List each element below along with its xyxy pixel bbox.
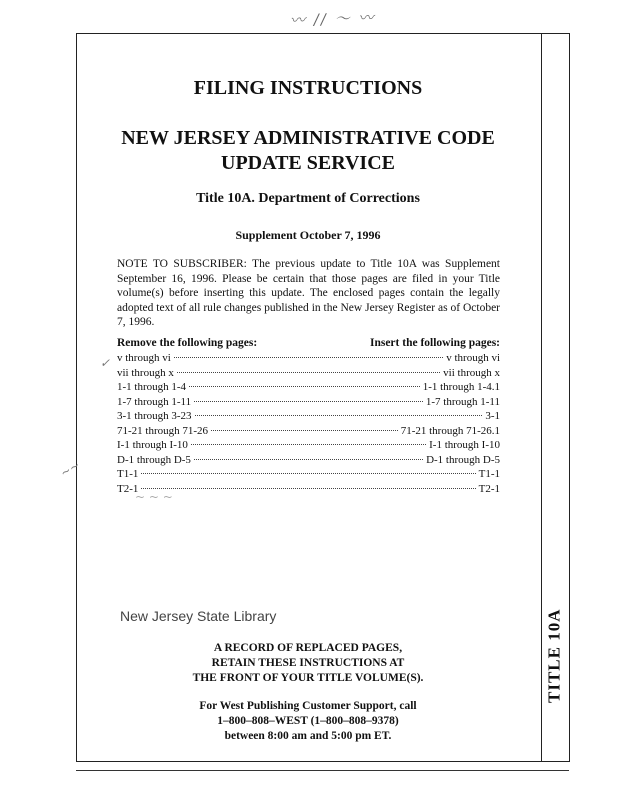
list-item [117, 424, 500, 439]
insert-pages: vii through x [443, 366, 500, 379]
page-list [117, 351, 500, 496]
insert-pages: 3-1 [485, 410, 500, 422]
list-item [117, 467, 500, 482]
subscriber-note: NOTE TO SUBSCRIBER: The previous update to Title 10A was Supplement September 16, 1996. Please be certain that those pages are filed in your Title volume(s) before inserting this update. The enclosed pages contain the legally adopted text of all rule changes published in the New Jersey Register as of October 7, 1996. [117, 258, 500, 328]
insert-header: Insert the following pages: [369, 337, 500, 349]
list-item [117, 351, 500, 366]
support-hours: between 8:00 am and 5:00 pm ET. [224, 730, 392, 742]
record-line2: RETAIN THESE INSTRUCTIONS AT [211, 657, 405, 669]
remove-pages: 3-1 through 3-23 [117, 410, 192, 422]
remove-pages: I-1 through I-10 [117, 439, 188, 451]
list-item [117, 453, 500, 468]
remove-pages: 71-21 through 71-26 [117, 424, 209, 437]
support-phone: 1–800–808–WEST (1–800–808–9378) [217, 715, 399, 727]
insert-pages: D-1 through D-5 [426, 453, 500, 466]
record-notice [76, 641, 540, 686]
record-line1: A RECORD OF REPLACED PAGES, [213, 642, 403, 654]
insert-pages: 71-21 through 71-26.1 [400, 424, 500, 437]
remove-pages: vii through x [117, 366, 174, 379]
remove-pages: T1-1 [117, 468, 139, 480]
page-title: FILING INSTRUCTIONS [193, 77, 423, 99]
spine-label: TITLE 10A [544, 608, 564, 704]
handwritten-scribble: ~ ~ ~ [135, 490, 173, 504]
bottom-rule [76, 770, 569, 771]
remove-pages: D-1 through D-5 [117, 453, 191, 466]
list-item [117, 366, 500, 381]
insert-pages: T2-1 [478, 482, 500, 495]
list-item [117, 409, 500, 424]
list-item [117, 482, 500, 497]
list-item [117, 438, 500, 453]
list-item [117, 380, 500, 395]
record-line3: THE FRONT OF YOUR TITLE VOLUME(S). [192, 672, 424, 684]
check-mark-icon: ✓ [100, 356, 111, 370]
support-line1: For West Publishing Customer Support, call [199, 700, 417, 712]
insert-pages: 1-1 through 1-4.1 [422, 381, 500, 393]
supplement-date: Supplement October 7, 1996 [235, 228, 381, 242]
insert-pages: I-1 through I-10 [429, 439, 500, 451]
remove-pages: 1-7 through 1-11 [117, 395, 192, 408]
list-item [117, 395, 500, 410]
list-header [117, 337, 500, 349]
insert-pages: v through vi [446, 352, 500, 364]
remove-pages: 1-1 through 1-4 [117, 381, 187, 393]
remove-pages: T2-1 [117, 482, 139, 495]
code-title-line2: UPDATE SERVICE [221, 152, 395, 174]
customer-support [76, 699, 540, 744]
remove-pages: v through vi [117, 352, 171, 364]
handwritten-scribble: 〰 ∕∕ 〜 〰 [289, 8, 376, 30]
handwritten-scribble: ~~ [57, 457, 83, 481]
remove-header: Remove the following pages: [117, 337, 258, 349]
insert-pages: T1-1 [478, 468, 500, 480]
library-stamp: New Jersey State Library [120, 608, 277, 624]
insert-pages: 1-7 through 1-11 [425, 395, 500, 408]
title-number: Title 10A. Department of Corrections [196, 191, 420, 206]
code-title-line1: NEW JERSEY ADMINISTRATIVE CODE [121, 127, 495, 149]
code-title [76, 126, 540, 176]
